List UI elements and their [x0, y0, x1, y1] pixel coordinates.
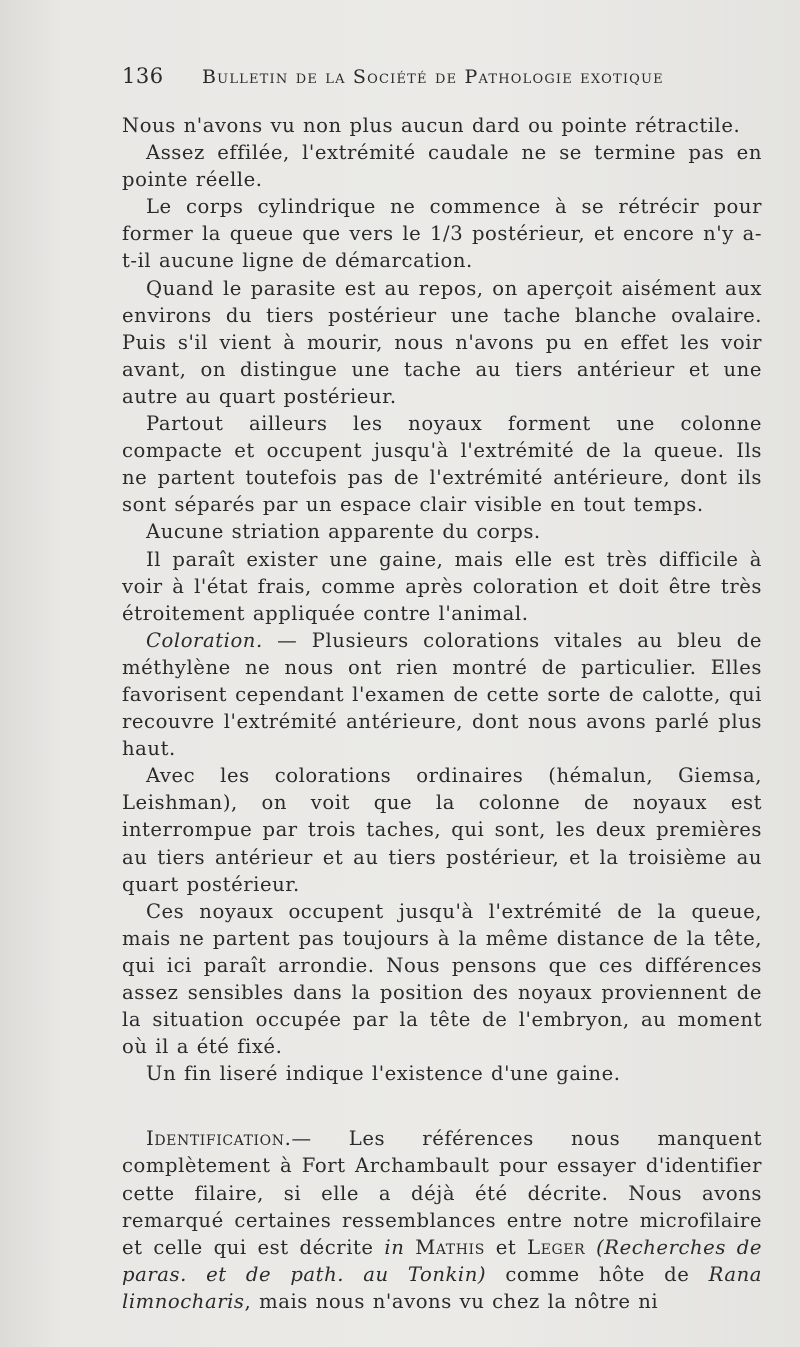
paragraph-8 [122, 627, 762, 762]
paragraph-9: Avec les colorations ordinaires (hémalun, Giemsa, Leishman), on voit que la colonne de noyaux est interrompue par trois taches, qui sont, les deux premières au tiers antérieur et au tiers postérieur, et la troisième au quart postérieur. [122, 764, 762, 896]
paragraph-12-text-b: comme hôte de [486, 1262, 709, 1286]
species-name: Rana limnocharis [122, 1262, 762, 1313]
paragraph-12-text-c: , mais nous n'avons vu chez la nôtre ni [244, 1289, 659, 1313]
paragraph-5: Partout ailleurs les noyaux forment une colonne compacte et occupent jusqu'à l'extrémité de la queue. Ils ne partent toutefois pas de l'extrémité antérieure, dont ils sont séparés par un espace clair visible en tout temps. [122, 412, 762, 517]
paragraph-4: Quand le parasite est au repos, on aperçoit aisément aux environs du tiers postérieur une tache blanche ovalaire. Puis s'il vient à mourir, nous n'avons pu en effet les voir avant, on distingue une tache au tiers antérieur et une autre au quart postérieur. [122, 276, 762, 408]
page-number: 136 [122, 64, 164, 88]
paragraph-8-text: — Plusieurs colorations vitales au bleu de méthylène ne nous ont rien montré de particulier. Elles favorisent cependant l'examen de cette sorte de calotte, qui recouvre l'extrémité antérieure, dont nous avons parlé plus haut. [122, 628, 762, 761]
paragraph-12-text-a: — Les références nous manquent complètement à Fort Archambault pour essayer d'identifier cette filaire, si elle a déjà été décrite. Nous avons remarqué certaines ressemblances entre notre microfilaire et celle qui est décrite [122, 1127, 762, 1259]
paragraph-12-et: et [484, 1235, 528, 1259]
author-leger: Leger [527, 1235, 586, 1259]
paragraph-1: Nous n'avons vu non plus aucun dard ou pointe rétractile. [122, 114, 741, 137]
paragraph-12 [122, 1125, 762, 1315]
paragraph-6: Aucune striation apparente du corps. [146, 520, 541, 544]
reference-title: (Recherches de paras. et de path. au Tonkin) [122, 1235, 762, 1286]
paragraph-7: Il paraît exister une gaine, mais elle est très difficile à voir à l'état frais, comme après coloration et doit être très étroitement appliquée contre l'animal. [122, 547, 762, 625]
page-header [118, 60, 758, 96]
identification-heading: Identification. [146, 1127, 292, 1151]
coloration-heading: Coloration. [146, 628, 263, 652]
paragraph-10: Ces noyaux occupent jusqu'à l'extrémité de la queue, mais ne partent pas toujours à la même distance de la tête, qui ici paraît arrondie. Nous pensons que ces différences assez sensibles dans la position des noyaux proviennent de la situation occupée par la tête de l'embryon, au moment où il a été fixé. [122, 899, 762, 1059]
in-word: in [384, 1235, 405, 1259]
body-text [122, 112, 762, 1315]
author-mathis: Mathis [415, 1235, 485, 1259]
paragraph-11: Un fin liseré indique l'existence d'une gaine. [146, 1062, 621, 1086]
paragraph-2: Assez effilée, l'extrémité caudale ne se termine pas en pointe réelle. [122, 141, 762, 192]
running-title: Bulletin de la Société de Pathologie exotique [202, 66, 664, 88]
paragraph-3: Le corps cylindrique ne commence à se rétrécir pour former la queue que vers le 1/3 postérieur, et encore n'y a-t-il aucune ligne de démarcation. [122, 195, 762, 273]
